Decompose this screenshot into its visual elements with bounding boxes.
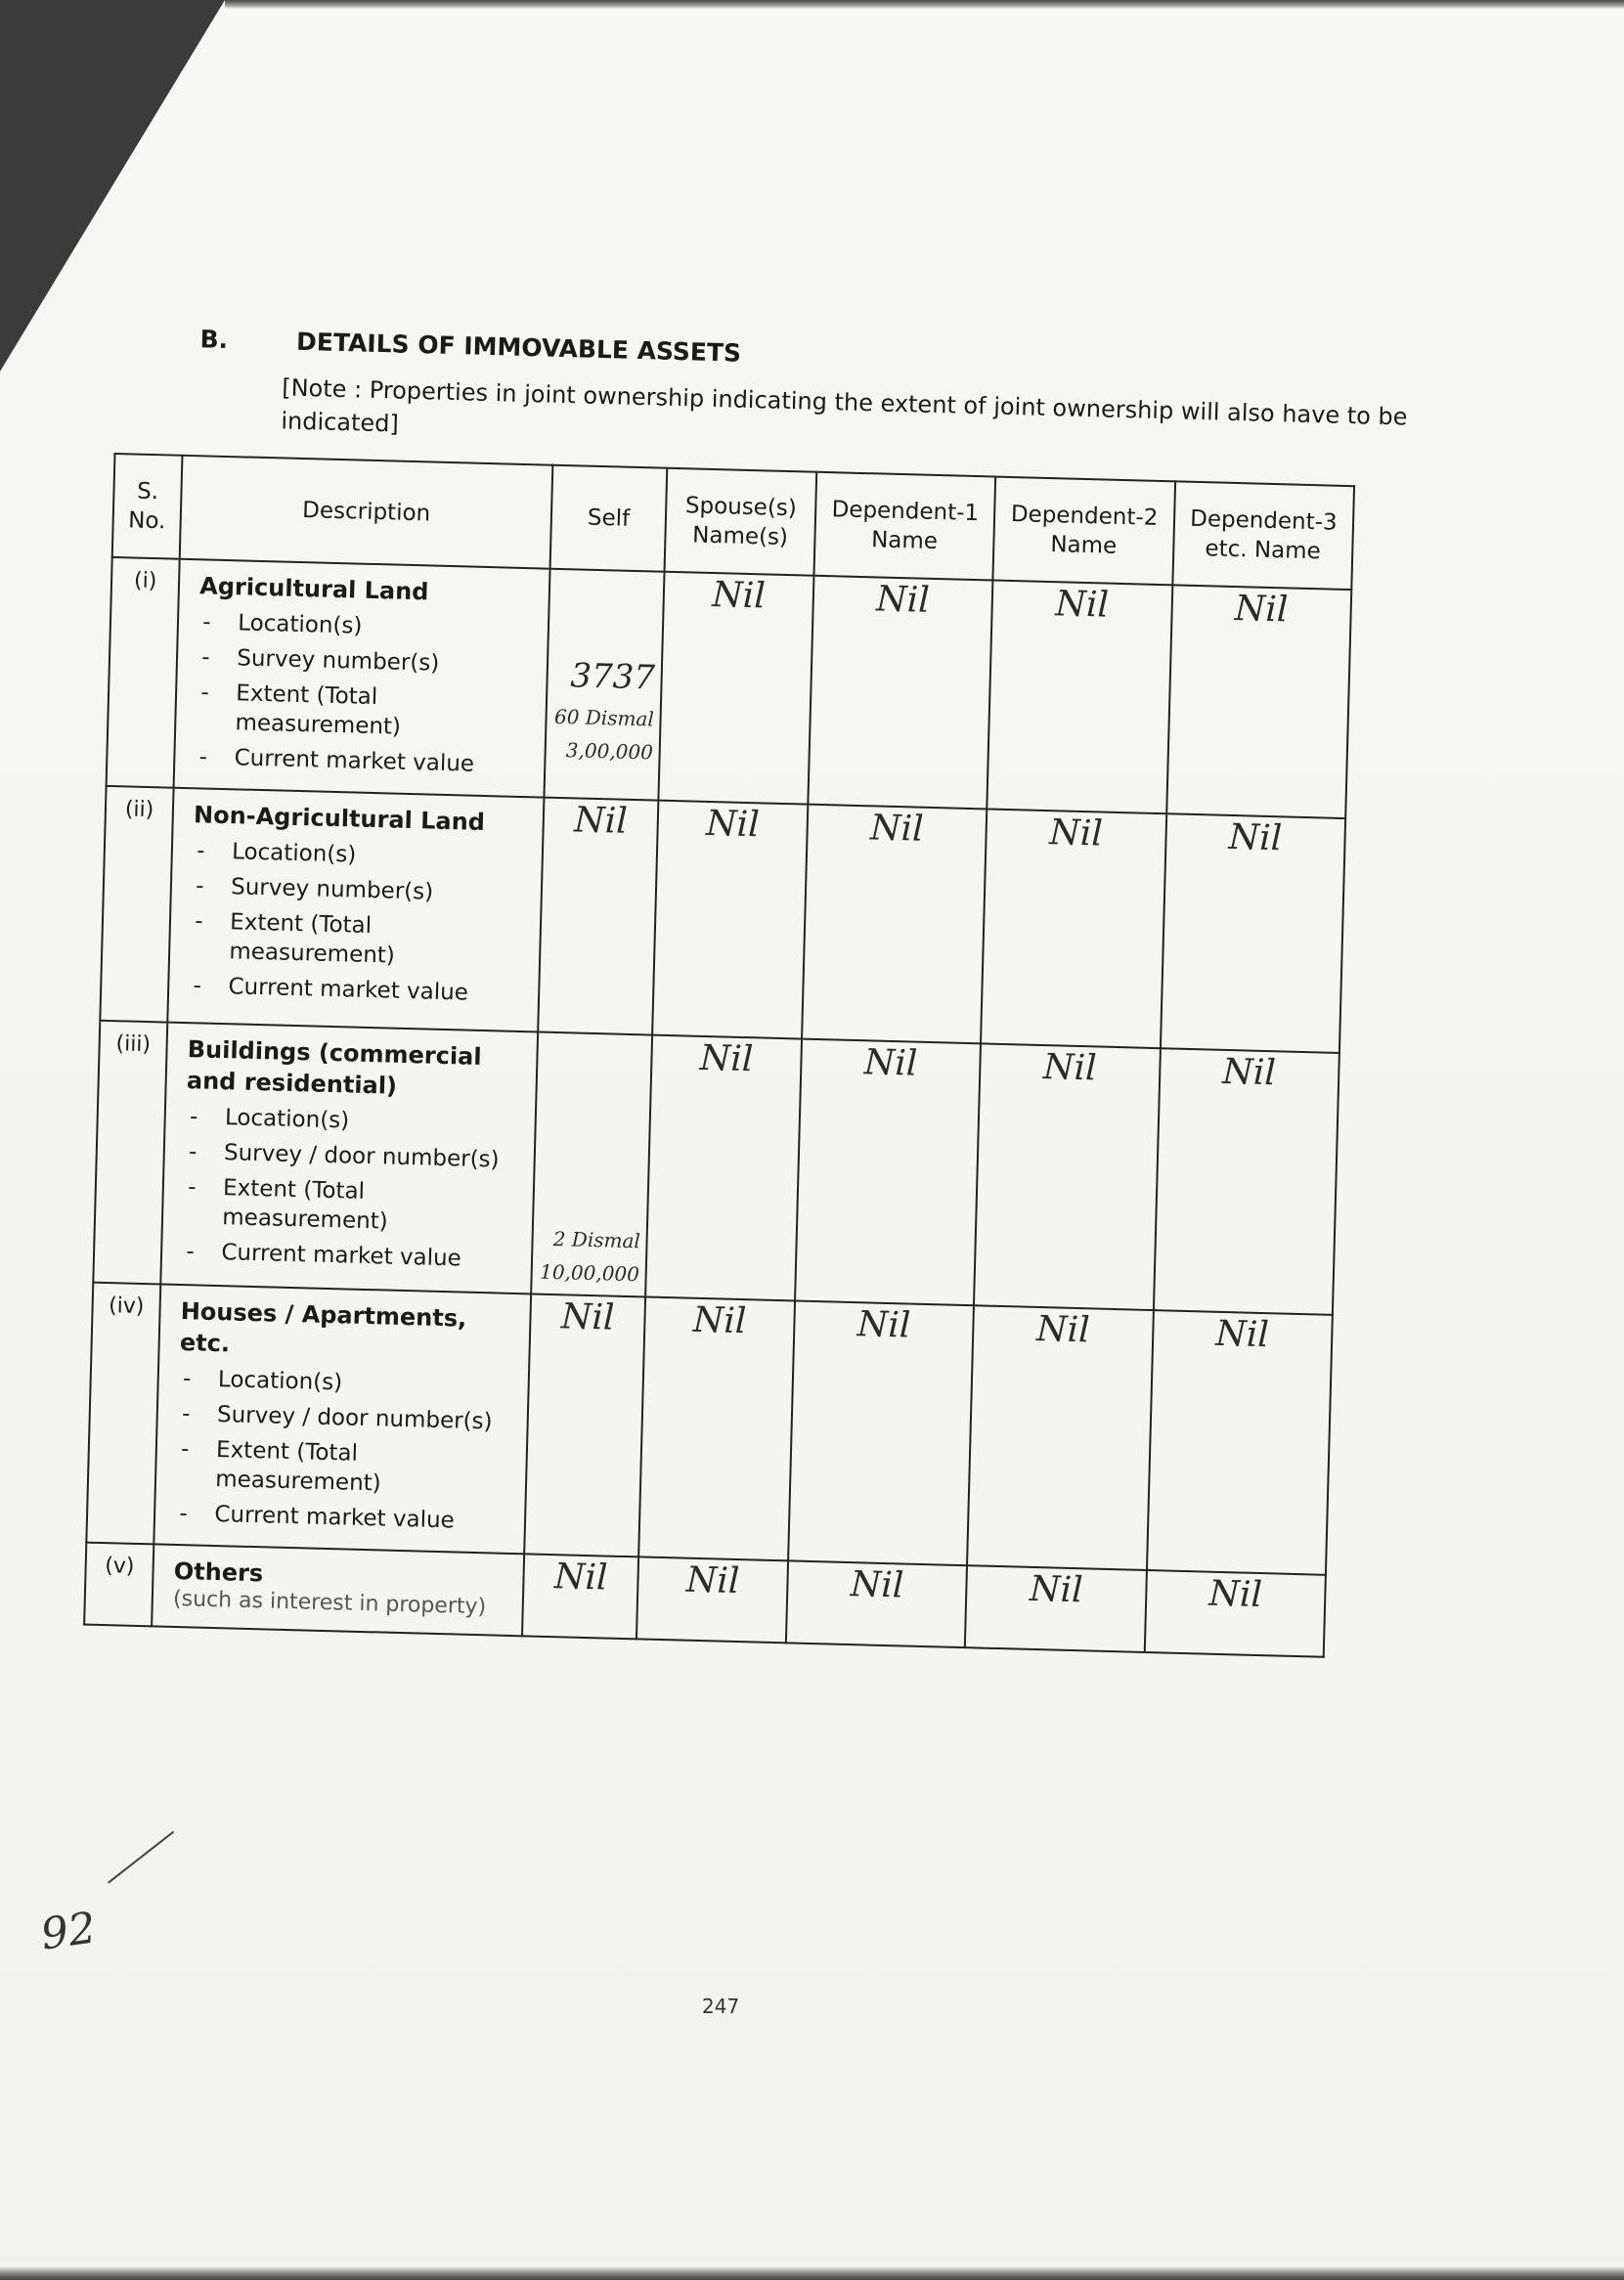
handwritten-market-value: 10,00,000 (539, 1259, 640, 1287)
row-description (174, 559, 550, 798)
section-title: DETAILS OF IMMOVABLE ASSETS (295, 327, 742, 368)
row-sno: (i) (107, 557, 180, 788)
list-item: - Extent (Total measurement) (176, 1434, 516, 1502)
row-description (152, 1544, 524, 1636)
row-sno: (v) (84, 1543, 154, 1627)
row-title: Agricultural Land (198, 572, 429, 606)
table-row (86, 1283, 1333, 1575)
dependent-1-value-cell: Nil (795, 1039, 981, 1306)
row-description (161, 1023, 539, 1294)
list-item: - Survey / door number(s) (178, 1399, 518, 1437)
row-sno: (iv) (86, 1283, 160, 1545)
dependent-3-value-cell: Nil (1161, 813, 1346, 1053)
self-value-cell (545, 569, 665, 801)
handwritten-survey-number: 3737 (569, 656, 656, 698)
section-letter: B. (199, 325, 229, 354)
row-subtitle: (such as interest in property) (172, 1586, 487, 1620)
list-item: - Location(s) (198, 607, 539, 645)
dependent-3-value-cell: Nil (1144, 1570, 1326, 1657)
handwritten-stroke (108, 1831, 174, 1884)
dependent-2-value-cell: Nil (974, 1043, 1160, 1310)
header-dependent-3: Dependent-3 etc. Name (1172, 481, 1354, 590)
handwritten-self-entries (552, 656, 656, 765)
table-row (93, 1021, 1339, 1315)
handwritten-extent: 60 Dismal (553, 704, 655, 731)
header-description: Description (180, 456, 553, 569)
list-item: - Current market value (175, 1499, 515, 1537)
immovable-assets-section (83, 323, 1446, 1660)
list-item: - Extent (Total measurement) (183, 1172, 523, 1240)
list-item: - Location(s) (179, 1364, 519, 1402)
list-item: - Location(s) (186, 1102, 526, 1140)
dependent-2-value-cell: Nil (965, 1565, 1146, 1652)
dependent-2-value-cell: Nil (981, 809, 1166, 1048)
row-title: Non-Agricultural Land (193, 801, 486, 837)
page-number: 247 (702, 1995, 740, 2018)
row-items (195, 607, 538, 780)
table-row (100, 786, 1345, 1053)
handwritten-self-entries (539, 1227, 641, 1287)
row-items (175, 1364, 518, 1537)
list-item: - Extent (Total measurement) (196, 678, 536, 745)
row-title: Houses / Apartments, etc. (179, 1297, 467, 1358)
table-row (107, 557, 1352, 818)
self-value-cell: Nil (522, 1554, 638, 1639)
list-item: - Survey number(s) (198, 642, 538, 680)
row-items (189, 836, 532, 1009)
list-item: - Location(s) (193, 836, 533, 874)
row-description (154, 1285, 532, 1555)
dependent-1-value-cell: Nil (808, 576, 992, 810)
self-value-cell: Nil (524, 1293, 645, 1557)
spouse-value-cell: Nil (659, 572, 814, 805)
spouse-value-cell: Nil (652, 801, 808, 1039)
spouse-value-cell: Nil (636, 1557, 788, 1643)
folded-corner (0, 0, 225, 372)
self-value-cell (531, 1032, 652, 1297)
list-item: - Current market value (189, 971, 529, 1009)
header-spouse: Spouse(s) Name(s) (665, 468, 816, 576)
dependent-1-value-cell: Nil (802, 805, 988, 1044)
dependent-3-value-cell: Nil (1154, 1048, 1339, 1315)
list-item: - Survey number(s) (192, 871, 532, 909)
header-self: Self (550, 465, 668, 572)
handwritten-market-value: 3,00,000 (565, 738, 654, 765)
handwritten-marginal-note: 92 (37, 1903, 100, 1960)
spouse-value-cell: Nil (638, 1296, 795, 1560)
dependent-1-value-cell: Nil (786, 1560, 967, 1647)
list-item: - Survey / door number(s) (185, 1137, 525, 1175)
joint-ownership-note: [Note : Properties in joint ownership indicating the extent of joint ownership will also have to be indicated] (281, 373, 1408, 438)
row-description (168, 788, 545, 1032)
scan-bottom-edge (0, 2266, 1624, 2280)
dependent-3-value-cell: Nil (1166, 585, 1351, 818)
list-item: - Extent (Total measurement) (190, 906, 530, 974)
header-dependent-2: Dependent-2 Name (993, 477, 1175, 586)
header-dependent-1: Dependent-1 Name (813, 472, 995, 581)
scan-top-edge (225, 0, 1624, 9)
header-sno: S. No. (112, 454, 183, 559)
immovable-assets-table (83, 453, 1355, 1658)
dependent-2-value-cell: Nil (988, 581, 1172, 814)
spouse-value-cell: Nil (645, 1035, 802, 1301)
dependent-3-value-cell: Nil (1147, 1310, 1333, 1575)
list-item: - Current market value (195, 742, 535, 780)
dependent-2-value-cell: Nil (967, 1305, 1153, 1570)
row-items (182, 1102, 525, 1275)
row-title: Others (173, 1557, 264, 1588)
row-sno: (iii) (93, 1021, 167, 1285)
list-item: - Current market value (182, 1237, 522, 1275)
self-value-cell: Nil (538, 798, 658, 1035)
dependent-1-value-cell: Nil (788, 1300, 974, 1565)
row-sno: (ii) (100, 786, 174, 1023)
row-title: Buildings (commercial and residential) (186, 1035, 482, 1100)
handwritten-extent: 2 Dismal (552, 1226, 641, 1253)
